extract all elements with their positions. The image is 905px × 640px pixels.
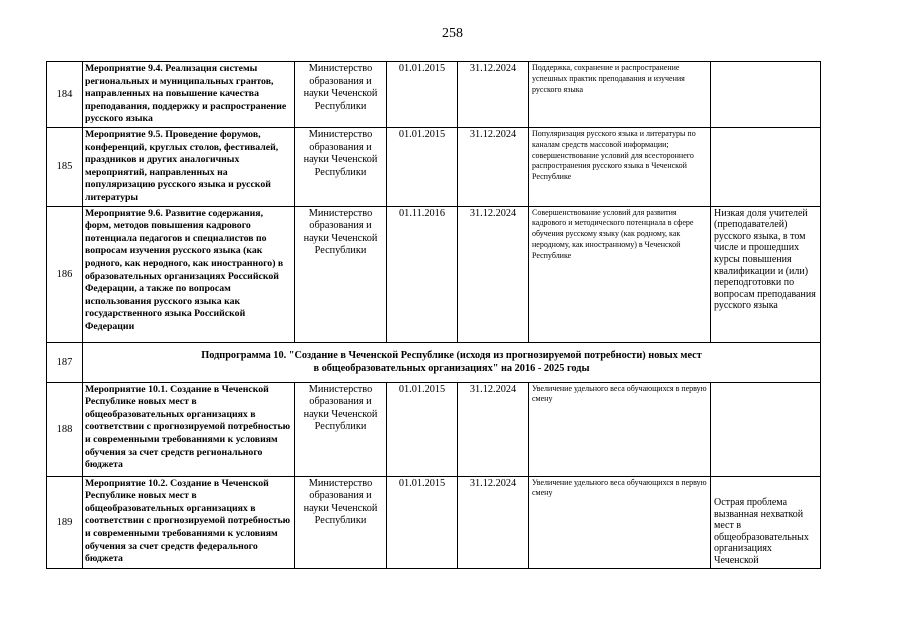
risk-description (711, 382, 821, 476)
table-row (47, 382, 821, 476)
start-date: 01.11.2016 (387, 206, 458, 342)
event-name: Мероприятие 10.1. Создание в Чеченской Республике новых мест в общеобразовательных организациях в соответствии с прогнозируемой потребностью и современными требованиями к условиям обучения за счет средств регионального бюджета (83, 382, 295, 476)
subprogram-title (83, 342, 821, 382)
program-events-table (46, 61, 821, 569)
end-date: 31.12.2024 (458, 382, 529, 476)
table-row (47, 476, 821, 568)
executor: Министерство образования и науки Чеченской Республики (295, 382, 387, 476)
risk-description (711, 127, 821, 206)
event-name: Мероприятие 10.2. Создание в Чеченской Республике новых мест в общеобразовательных организациях в соответствии с прогнозируемой потребностью и современными требованиями к условиям обучения за счет средств федерального бюджета (83, 476, 295, 568)
start-date: 01.01.2015 (387, 382, 458, 476)
risk-description: Низкая доля учителей (преподавателей) русского языка, в том числе и прошедших курсы повышения квалификации и (или) переподготовки по вопросам преподавания русского языка (711, 206, 821, 342)
row-number: 186 (47, 206, 83, 342)
end-date: 31.12.2024 (458, 62, 529, 128)
subprogram-title-line-1: Подпрограмма 10. "Создание в Чеченской Республике (исходя из прогнозируемой потребности) новых мест (201, 350, 702, 362)
expected-result: Популяризация русского языка и литературы по каналам средств массовой информации; совершенствование условий для всестороннего распространения русского языка в Чеченской Республике (529, 127, 711, 206)
expected-result: Совершенствование условий для развития кадрового и методического потенциала в сфере обучения русскому языку (как родному, как неродному, как иностранному) в Чеченской Республике (529, 206, 711, 342)
executor: Министерство образования и науки Чеченской Республики (295, 62, 387, 128)
event-name: Мероприятие 9.6. Развитие содержания, форм, методов повышения кадрового потенциала педагогов и специалистов по вопросам изучения русского языка (как родного, как неродного, как иностранного) в образовательных организациях Российской Федерации, а также по вопросам использования русского языка как государственного языка Российской Федерации (83, 206, 295, 342)
row-number: 189 (47, 476, 83, 568)
subprogram-title-line-2: в общеобразовательных организациях" на 2016 - 2025 годы (313, 363, 590, 375)
risk-description: Острая проблема вызванная нехваткой мест в общеобразовательных организациях Чеченской (711, 476, 821, 568)
expected-result: Поддержка, сохранение и распространение успешных практик преподавания и изучения русского языка (529, 62, 711, 128)
end-date: 31.12.2024 (458, 476, 529, 568)
executor: Министерство образования и науки Чеченской Республики (295, 127, 387, 206)
end-date: 31.12.2024 (458, 127, 529, 206)
start-date: 01.01.2015 (387, 127, 458, 206)
row-number: 187 (47, 342, 83, 382)
row-number: 184 (47, 62, 83, 128)
table-row (47, 206, 821, 342)
subprogram-row (47, 342, 821, 382)
executor: Министерство образования и науки Чеченской Республики (295, 206, 387, 342)
expected-result: Увеличение удельного веса обучающихся в первую смену (529, 476, 711, 568)
row-number: 185 (47, 127, 83, 206)
row-number: 188 (47, 382, 83, 476)
table-row (47, 62, 821, 128)
executor: Министерство образования и науки Чеченской Республики (295, 476, 387, 568)
table-row (47, 127, 821, 206)
risk-description (711, 62, 821, 128)
expected-result: Увеличение удельного веса обучающихся в первую смену (529, 382, 711, 476)
event-name: Мероприятие 9.4. Реализация системы региональных и муниципальных грантов, направленных на повышение качества преподавания, поддержку и распространение русского языка (83, 62, 295, 128)
end-date: 31.12.2024 (458, 206, 529, 342)
start-date: 01.01.2015 (387, 476, 458, 568)
page-number: 258 (442, 26, 463, 41)
event-name: Мероприятие 9.5. Проведение форумов, конференций, круглых столов, фестивалей, праздников и других аналогичных мероприятий, направленных на популяризацию русского языка и русской литературы (83, 127, 295, 206)
start-date: 01.01.2015 (387, 62, 458, 128)
